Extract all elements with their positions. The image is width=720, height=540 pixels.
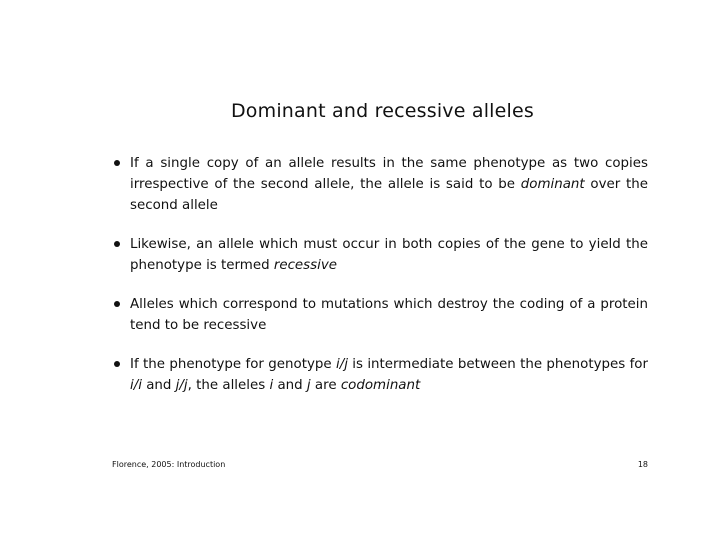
bullet-item — [112, 354, 648, 396]
bullet-item — [112, 234, 648, 276]
bullet-emphasis: dominant — [520, 177, 585, 192]
bullet-emphasis: recessive — [273, 258, 338, 273]
footer-citation: Florence, 2005: Introduction — [112, 460, 226, 469]
bullet-icon — [114, 160, 120, 166]
bullet-text-segment: Likewise, an allele which must occur in both copies of the gene to yield the phenotype is termed — [130, 237, 648, 273]
bullet-text-segment: and — [141, 378, 176, 393]
bullet-emphasis: i/i — [130, 378, 142, 393]
bullet-emphasis: i/j — [335, 357, 348, 372]
bullet-emphasis: j — [306, 378, 311, 393]
page-number: 18 — [637, 460, 648, 469]
bullet-text-segment: If the phenotype for genotype — [130, 357, 336, 372]
bullet-text-segment: If a single copy of an allele results in the same phenotype as two copies irrespective of the second allele, the allele is said to be — [130, 156, 648, 192]
bullet-emphasis: i — [269, 378, 274, 393]
bullet-text-segment: is intermediate between the phenotypes for — [347, 357, 648, 372]
bullet-icon — [114, 301, 120, 307]
bullet-item — [112, 294, 648, 336]
bullet-text-segment: over the second allele — [130, 177, 648, 213]
bullet-text-segment: , the alleles — [187, 378, 270, 393]
bullet-text-segment: and — [273, 378, 307, 393]
bullet-item — [112, 153, 648, 216]
bullet-icon — [114, 241, 120, 247]
bullet-text-segment: are — [310, 378, 341, 393]
bullet-icon — [114, 361, 120, 367]
bullet-list — [112, 153, 648, 414]
bullet-text-segment: Alleles which correspond to mutations which destroy the coding of a protein tend to be recessive — [130, 297, 648, 333]
bullet-emphasis: codominant — [340, 378, 421, 393]
bullet-emphasis: j/j — [175, 378, 188, 393]
slide-title: Dominant and recessive alleles — [230, 100, 535, 122]
